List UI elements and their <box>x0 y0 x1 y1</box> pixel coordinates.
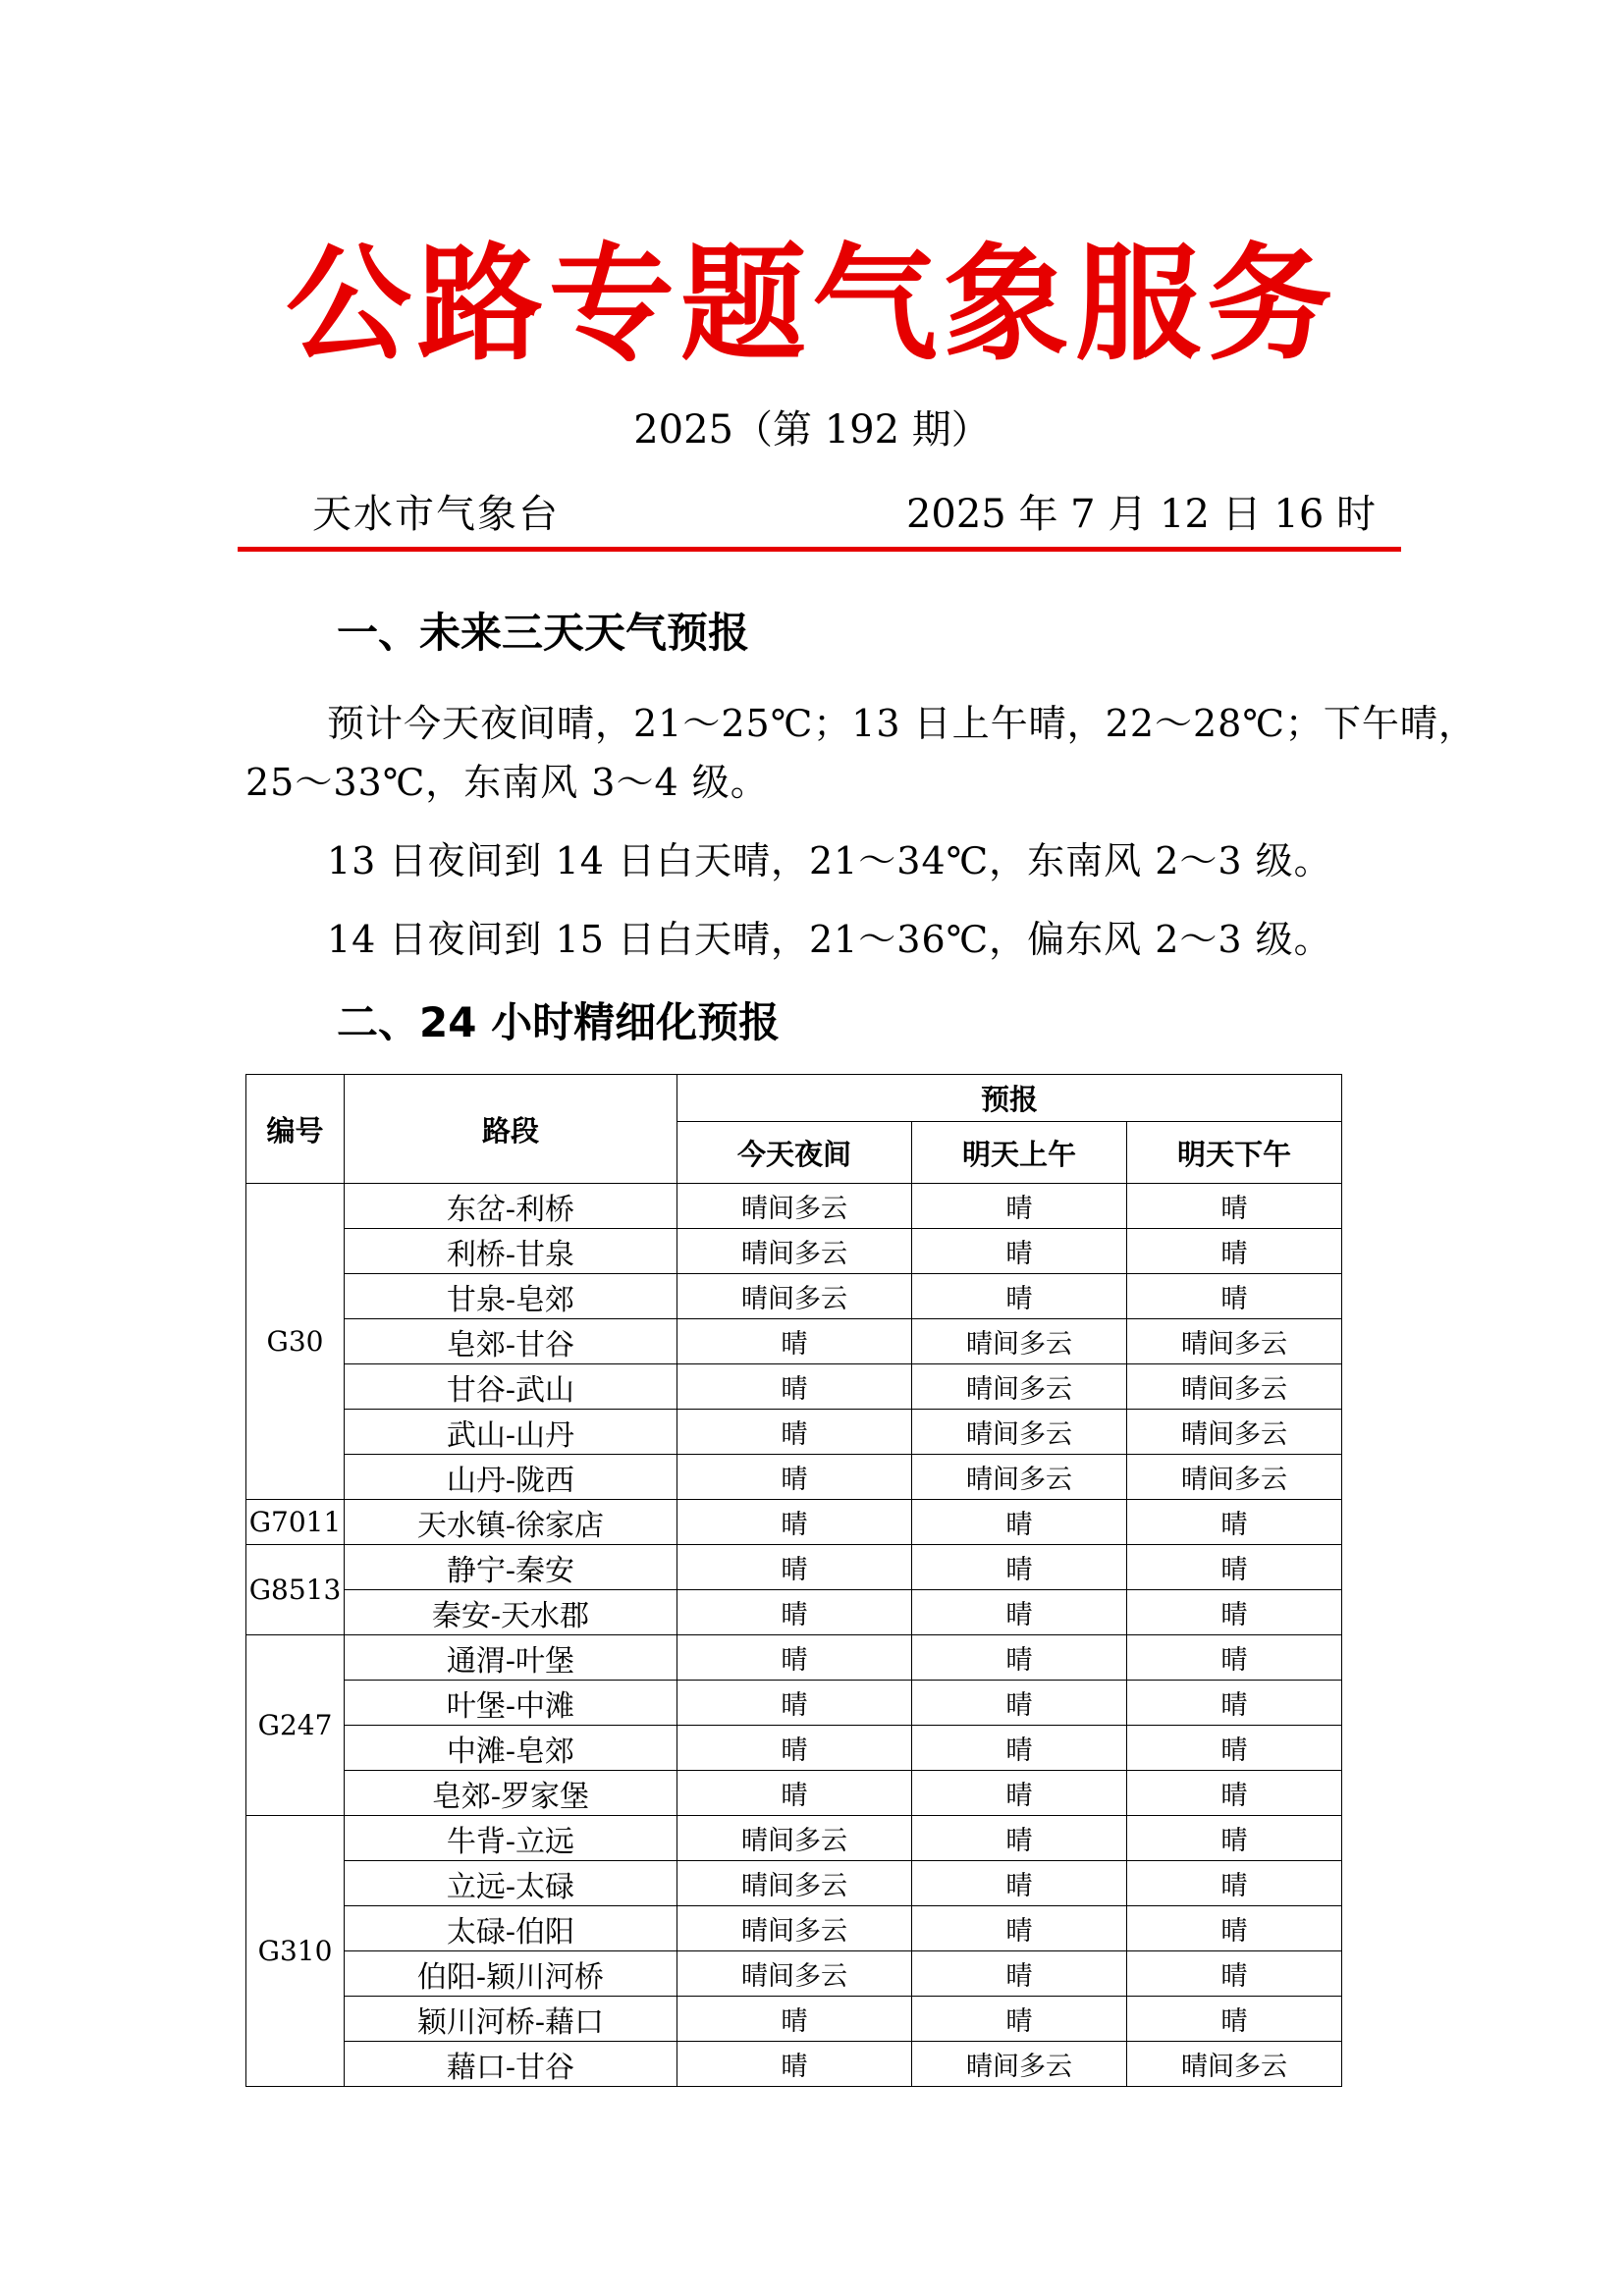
forecast-tomorrow-pm: 晴间多云 <box>1127 1319 1342 1364</box>
forecast-tomorrow-am: 晴 <box>912 1274 1127 1319</box>
forecast-tonight: 晴间多云 <box>677 1861 912 1906</box>
forecast-tonight: 晴 <box>677 1590 912 1635</box>
table-row <box>246 1635 1342 1681</box>
forecast-tomorrow-pm: 晴 <box>1127 1229 1342 1274</box>
route-segment: 通渭-叶堡 <box>345 1635 677 1681</box>
forecast-tonight: 晴 <box>677 1726 912 1771</box>
table-row <box>246 1229 1342 1274</box>
forecast-tomorrow-pm: 晴间多云 <box>1127 1410 1342 1455</box>
forecast-tonight: 晴间多云 <box>677 1229 912 1274</box>
table-row <box>246 1500 1342 1545</box>
forecast-tonight: 晴 <box>677 1681 912 1726</box>
header-tomorrow-am: 明天上午 <box>912 1122 1127 1184</box>
forecast-tomorrow-am: 晴间多云 <box>912 1455 1127 1500</box>
forecast-tomorrow-pm: 晴 <box>1127 1274 1342 1319</box>
table-row <box>246 2042 1342 2087</box>
forecast-tomorrow-pm: 晴 <box>1127 1951 1342 1997</box>
table-row <box>246 1364 1342 1410</box>
forecast-tonight: 晴 <box>677 2042 912 2087</box>
table-row <box>246 1184 1342 1229</box>
forecast-table-body <box>246 1184 1342 2087</box>
forecast-tonight: 晴间多云 <box>677 1951 912 1997</box>
route-segment: 皂郊-甘谷 <box>345 1319 677 1364</box>
route-segment: 武山-山丹 <box>345 1410 677 1455</box>
forecast-tonight: 晴 <box>677 1364 912 1410</box>
forecast-tomorrow-am: 晴间多云 <box>912 1364 1127 1410</box>
route-segment: 天水镇-徐家店 <box>345 1500 677 1545</box>
forecast-tomorrow-am: 晴 <box>912 1816 1127 1861</box>
forecast-tonight: 晴 <box>677 1455 912 1500</box>
forecast-tomorrow-pm: 晴间多云 <box>1127 2042 1342 2087</box>
route-segment: 山丹-陇西 <box>345 1455 677 1500</box>
forecast-paragraph-3: 14 日夜间到 15 日白天晴，21～36℃，偏东风 2～3 级。 <box>327 918 1332 961</box>
forecast-tomorrow-am: 晴 <box>912 1545 1127 1590</box>
forecast-tomorrow-pm: 晴 <box>1127 1681 1342 1726</box>
route-segment: 静宁-秦安 <box>345 1545 677 1590</box>
forecast-tonight: 晴间多云 <box>677 1274 912 1319</box>
table-row <box>246 1410 1342 1455</box>
forecast-tomorrow-pm: 晴间多云 <box>1127 1364 1342 1410</box>
forecast-tomorrow-am: 晴 <box>912 1635 1127 1681</box>
route-code: G247 <box>246 1635 345 1816</box>
route-segment: 立远-太碌 <box>345 1861 677 1906</box>
route-code: G310 <box>246 1816 345 2087</box>
table-row <box>246 1816 1342 1861</box>
forecast-tomorrow-am: 晴 <box>912 1861 1127 1906</box>
route-segment: 东岔-利桥 <box>345 1184 677 1229</box>
section2-heading: 二、24 小时精细化预报 <box>337 998 781 1046</box>
route-segment: 藉口-甘谷 <box>345 2042 677 2087</box>
route-code: G7011 <box>246 1500 345 1545</box>
table-row <box>246 1997 1342 2042</box>
forecast-tomorrow-pm: 晴间多云 <box>1127 1455 1342 1500</box>
table-row <box>246 1274 1342 1319</box>
route-segment: 太碌-伯阳 <box>345 1906 677 1951</box>
forecast-tonight: 晴 <box>677 1500 912 1545</box>
route-segment: 伯阳-颖川河桥 <box>345 1951 677 1997</box>
forecast-tomorrow-am: 晴 <box>912 1184 1127 1229</box>
forecast-tomorrow-am: 晴间多云 <box>912 1410 1127 1455</box>
forecast-tomorrow-pm: 晴 <box>1127 1545 1342 1590</box>
forecast-tomorrow-am: 晴 <box>912 1590 1127 1635</box>
forecast-tomorrow-am: 晴间多云 <box>912 2042 1127 2087</box>
forecast-tomorrow-pm: 晴 <box>1127 1500 1342 1545</box>
forecast-tomorrow-pm: 晴 <box>1127 1635 1342 1681</box>
forecast-tonight: 晴间多云 <box>677 1906 912 1951</box>
forecast-tonight: 晴 <box>677 1319 912 1364</box>
issue-number: 2025（第 192 期） <box>633 407 991 453</box>
table-row <box>246 1951 1342 1997</box>
forecast-tonight: 晴 <box>677 1635 912 1681</box>
header-tonight: 今天夜间 <box>677 1122 912 1184</box>
forecast-tomorrow-am: 晴 <box>912 1906 1127 1951</box>
route-segment: 利桥-甘泉 <box>345 1229 677 1274</box>
route-segment: 甘谷-武山 <box>345 1364 677 1410</box>
forecast-tomorrow-am: 晴 <box>912 1997 1127 2042</box>
forecast-tomorrow-pm: 晴 <box>1127 1590 1342 1635</box>
issuer: 天水市气象台 <box>312 492 560 537</box>
forecast-paragraph-1-line1: 预计今天夜间晴，21～25℃；13 日上午晴，22～28℃；下午晴， <box>327 702 1477 745</box>
forecast-tonight: 晴 <box>677 1545 912 1590</box>
forecast-paragraph-2: 13 日夜间到 14 日白天晴，21～34℃，东南风 2～3 级。 <box>327 839 1332 882</box>
forecast-tomorrow-pm: 晴 <box>1127 1184 1342 1229</box>
route-segment: 叶堡-中滩 <box>345 1681 677 1726</box>
route-code: G8513 <box>246 1545 345 1635</box>
forecast-tomorrow-pm: 晴 <box>1127 1771 1342 1816</box>
route-segment: 皂郊-罗家堡 <box>345 1771 677 1816</box>
header-segment: 路段 <box>345 1075 677 1184</box>
table-row <box>246 1545 1342 1590</box>
header-forecast: 预报 <box>677 1075 1342 1122</box>
forecast-tomorrow-pm: 晴 <box>1127 1997 1342 2042</box>
forecast-tomorrow-pm: 晴 <box>1127 1861 1342 1906</box>
forecast-tomorrow-am: 晴 <box>912 1771 1127 1816</box>
forecast-tomorrow-am: 晴 <box>912 1500 1127 1545</box>
forecast-tonight: 晴间多云 <box>677 1184 912 1229</box>
table-row <box>246 1861 1342 1906</box>
forecast-tomorrow-pm: 晴 <box>1127 1726 1342 1771</box>
table-row <box>246 1455 1342 1500</box>
header-tomorrow-pm: 明天下午 <box>1127 1122 1342 1184</box>
route-code: G30 <box>246 1184 345 1500</box>
forecast-tomorrow-pm: 晴 <box>1127 1816 1342 1861</box>
forecast-tomorrow-am: 晴 <box>912 1726 1127 1771</box>
route-segment: 甘泉-皂郊 <box>345 1274 677 1319</box>
red-divider <box>238 547 1401 552</box>
forecast-tonight: 晴间多云 <box>677 1816 912 1861</box>
table-row <box>246 1771 1342 1816</box>
issue-date: 2025 年 7 月 12 日 16 时 <box>905 492 1376 537</box>
route-segment: 牛背-立远 <box>345 1816 677 1861</box>
forecast-tomorrow-am: 晴 <box>912 1681 1127 1726</box>
forecast-tomorrow-am: 晴 <box>912 1951 1127 1997</box>
header-code: 编号 <box>246 1075 345 1184</box>
table-row <box>246 1590 1342 1635</box>
route-segment: 颖川河桥-藉口 <box>345 1997 677 2042</box>
forecast-paragraph-1-line2: 25～33℃，东南风 3～4 级。 <box>245 761 769 804</box>
forecast-tonight: 晴 <box>677 1997 912 2042</box>
forecast-tomorrow-pm: 晴 <box>1127 1906 1342 1951</box>
table-row <box>246 1726 1342 1771</box>
table-row <box>246 1681 1342 1726</box>
forecast-table <box>245 1074 1342 2087</box>
forecast-tomorrow-am: 晴间多云 <box>912 1319 1127 1364</box>
document-title: 公路专题气象服务 <box>285 232 1338 378</box>
section1-heading: 一、未来三天天气预报 <box>337 609 750 657</box>
route-segment: 中滩-皂郊 <box>345 1726 677 1771</box>
route-segment: 秦安-天水郡 <box>345 1590 677 1635</box>
forecast-tonight: 晴 <box>677 1410 912 1455</box>
forecast-tonight: 晴 <box>677 1771 912 1816</box>
table-row <box>246 1906 1342 1951</box>
forecast-tomorrow-am: 晴 <box>912 1229 1127 1274</box>
table-row <box>246 1319 1342 1364</box>
